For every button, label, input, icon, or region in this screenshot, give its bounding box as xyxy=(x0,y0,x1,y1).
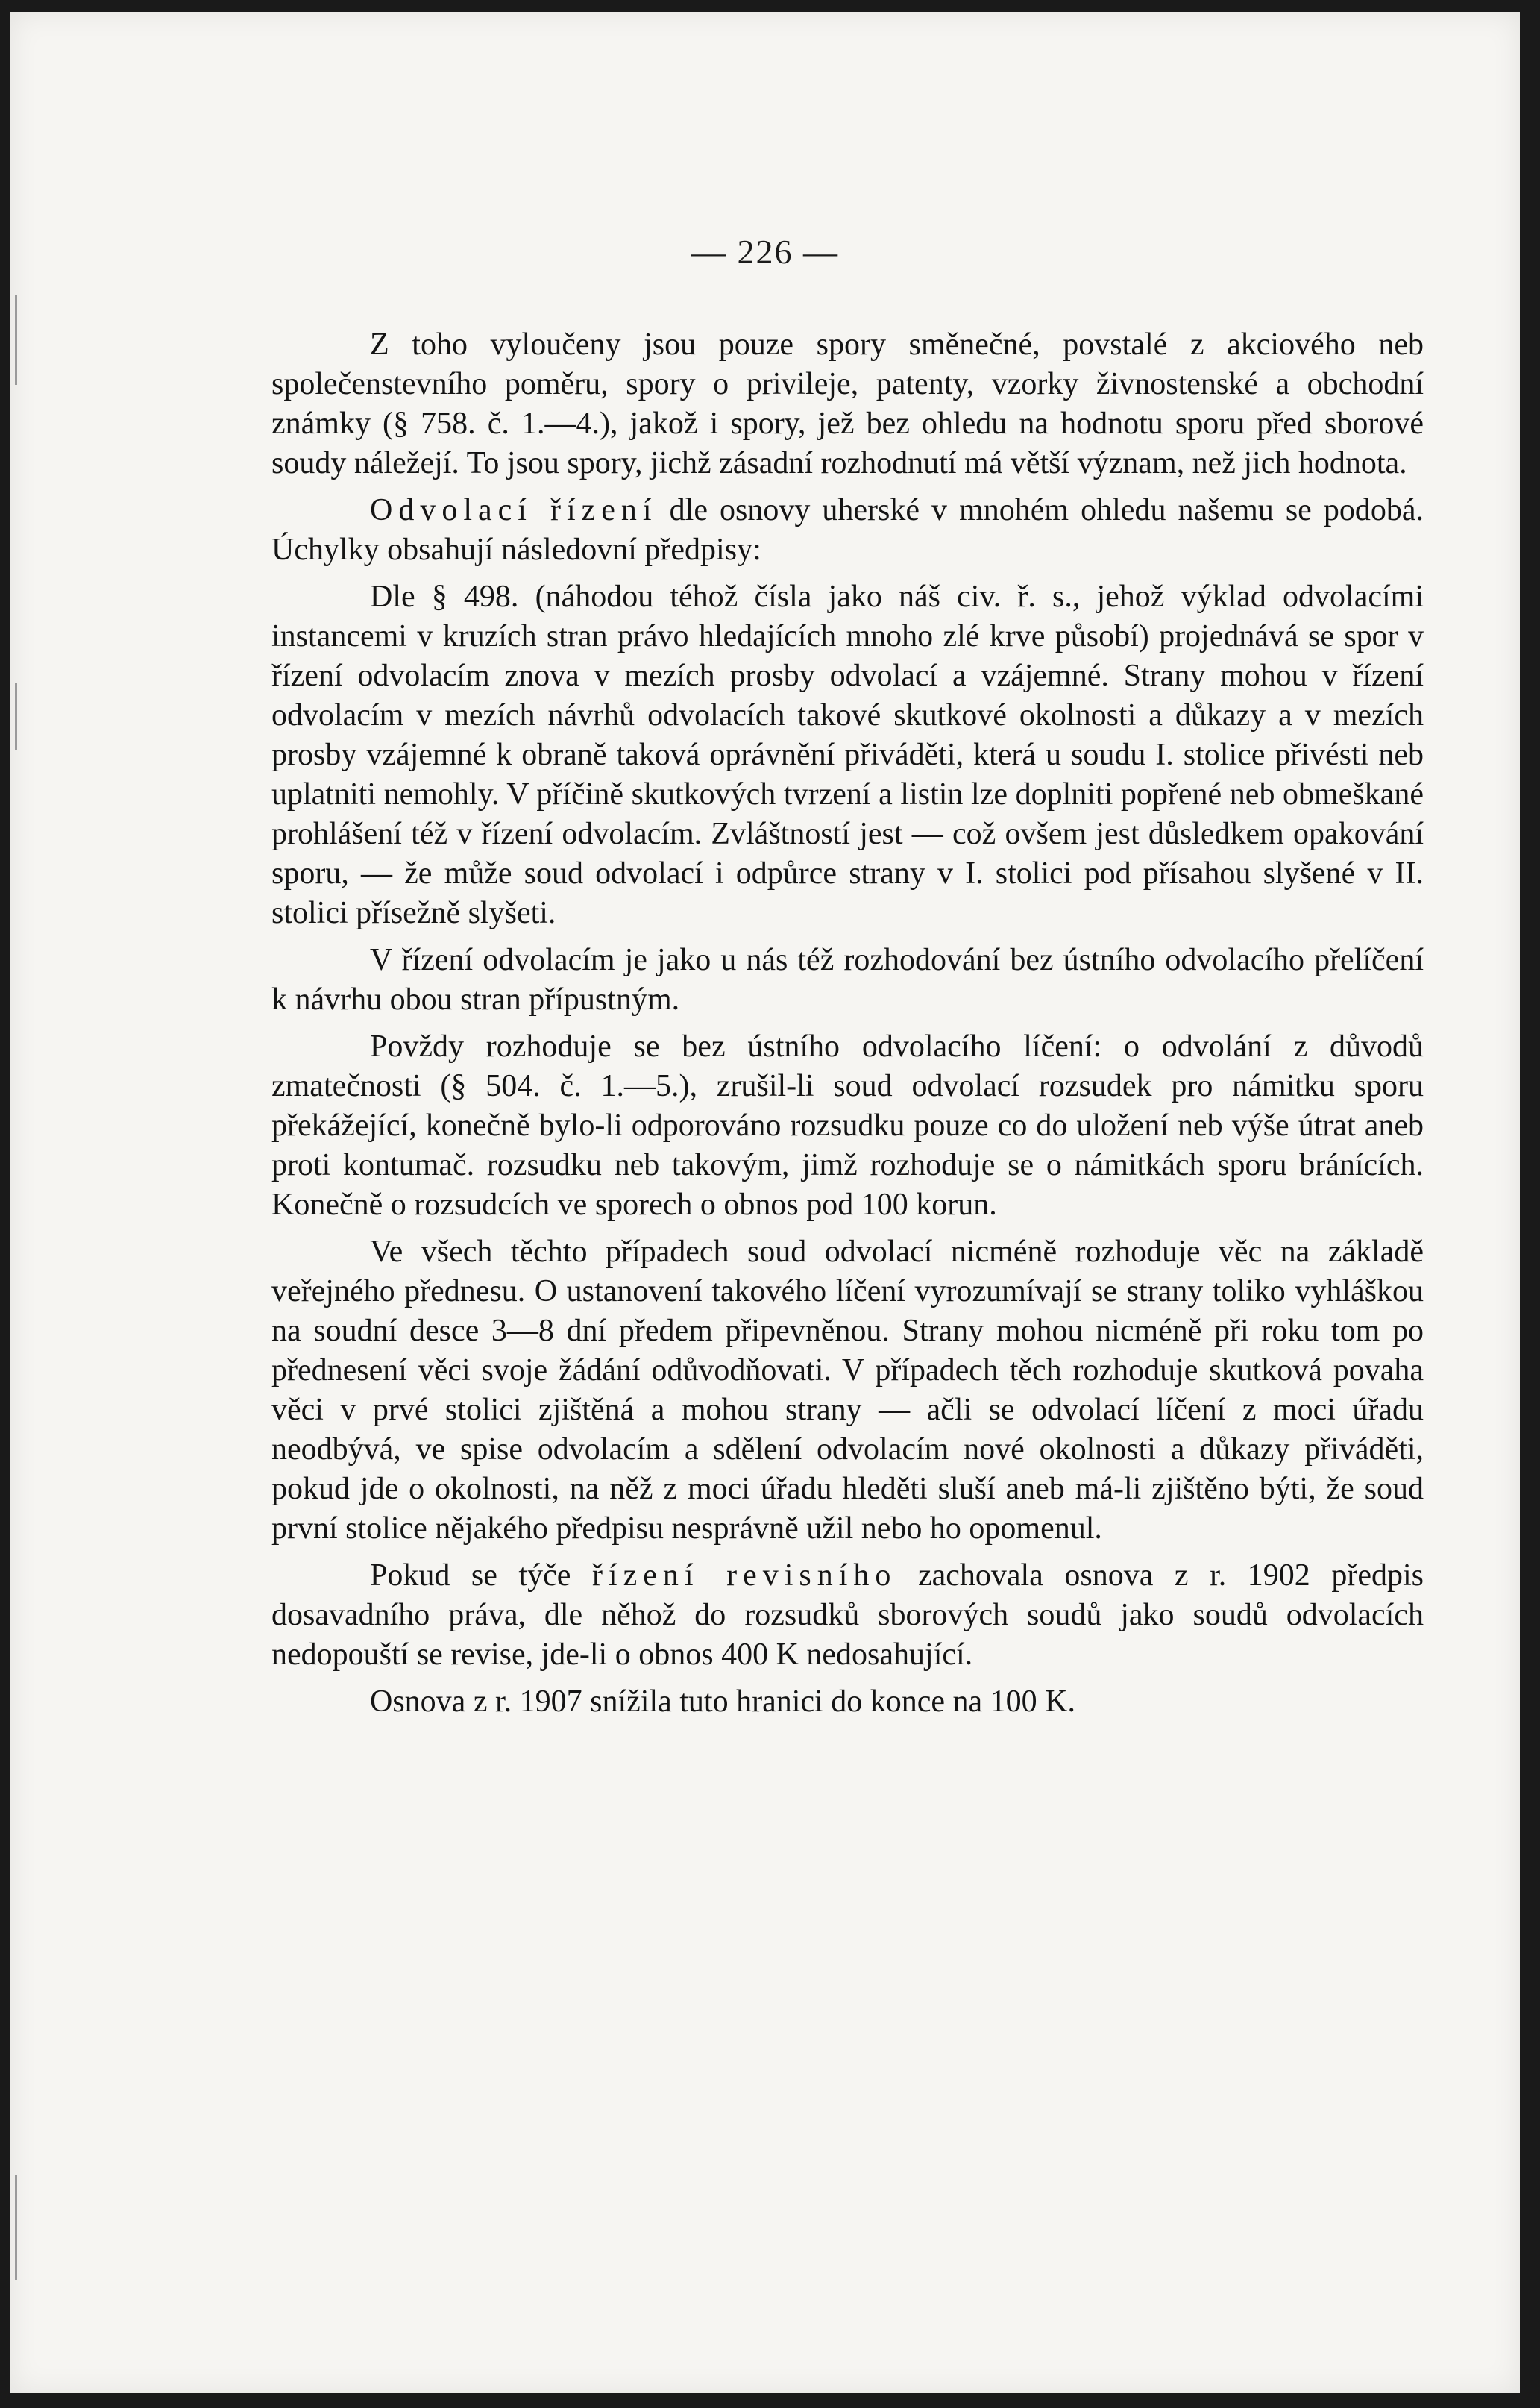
paragraph-7: Pokud se týče řízení revisního zachovala osnova z r. 1902 předpis dosavadního práva, dle něhož do rozsudků sborových soudů jako soudů odvolacích nedopouští se revise, jde-li o obnos 400 K nedosahující. xyxy=(271,1558,1424,1672)
left-margin-mark xyxy=(15,683,17,750)
spaced-heading-rizeni-revisniho: řízení revisního xyxy=(591,1558,897,1593)
paragraph-3: Dle § 498. (náhodou téhož čísla jako náš civ. ř. s., jehož výklad odvolacími instancemi v kruzích stran právo hledajících mnoho zlé krve působí) projednává se spor v řízení odvolacím znova v mezích prosby odvolací a vzájemné. Strany mohou v řízení odvolacím v mezích návrhů odvolacích takové skutkové okolnosti a důkazy a v mezích prosby vzájemné k obraně taková oprávnění přiváděti, která u soudu I. stolice přivésti neb uplatniti nemohly. V příčině skutkových tvrzení a listin lze doplniti popřené neb obmeškané prohlášení též v řízení odvolacím. Zvláštností jest — což ovšem jest důsledkem opakování sporu, — že může soud odvolací i odpůrce strany v I. stolici pod přísahou slyšené v II. stolici přísežně slyšeti. xyxy=(271,580,1424,930)
book-page xyxy=(10,12,1520,2393)
paragraph-1: Z toho vyloučeny jsou pouze spory směnečné, povstalé z akciového neb společenstevního poměru, spory o privileje, patenty, vzorky živnostenské a obchodní známky (§ 758. č. 1.—4.), jakož i spory, jež bez ohledu na hodnotu sporu před sborové soudy náležejí. To jsou spory, jichž zásadní rozhodnutí má větší význam, než jich hodnota. xyxy=(271,327,1424,480)
paragraph-6: Ve všech těchto případech soud odvolací nicméně rozhoduje věc na základě veřejného přednesu. O ustanovení takového líčení vyrozumívají se strany toliko vyhláškou na soudní desce 3—8 dní předem připevněnou. Strany mohou nicméně při roku tom po přednesení věci svoje žádání odůvodňovati. V případech těch rozhoduje skutková povaha věci v prvé stolici zjištěná a mohou strany — ačli se odvolací líčení z moci úřadu neodbývá, ve spise odvolacím a sdělení odvolacím nové okolnosti a důkazy přiváděti, pokud jde o okolnosti, na něž z moci úřadu hleděti sluší aneb má-li zjištěno býti, že soud první stolice nějakého předpisu nesprávně užil nebo ho opomenul. xyxy=(271,1235,1424,1546)
spaced-heading-odvolaci-rizeni: Odvolací řízení xyxy=(370,493,658,527)
left-margin-mark xyxy=(15,295,17,385)
paragraph-2: Odvolací řízení dle osnovy uherské v mnohém ohledu našemu se podobá. Úchylky obsahují následovní předpisy: xyxy=(271,493,1424,567)
page-number: — 226 — xyxy=(691,233,839,271)
body-text xyxy=(271,325,1424,1729)
paragraph-5: Povždy rozhoduje se bez ústního odvolacího líčení: o odvolání z důvodů zmatečnosti (§ 504. č. 1.—5.), zrušil-li soud odvolací rozsudek pro námitku sporu překážející, konečně bylo-li odporováno rozsudku pouze co do uložení neb výše útrat aneb proti kontumač. rozsudku neb takovým, jimž rozhoduje se o námitkách sporu bránících. Konečně o rozsudcích ve sporech o obnos pod 100 korun. xyxy=(271,1029,1424,1222)
paragraph-8: Osnova z r. 1907 snížila tuto hranici do konce na 100 K. xyxy=(370,1684,1075,1719)
left-margin-mark xyxy=(15,2175,17,2280)
paragraph-4: V řízení odvolacím je jako u nás též rozhodování bez ústního odvolacího přelíčení k návrhu obou stran přípustným. xyxy=(271,943,1424,1017)
